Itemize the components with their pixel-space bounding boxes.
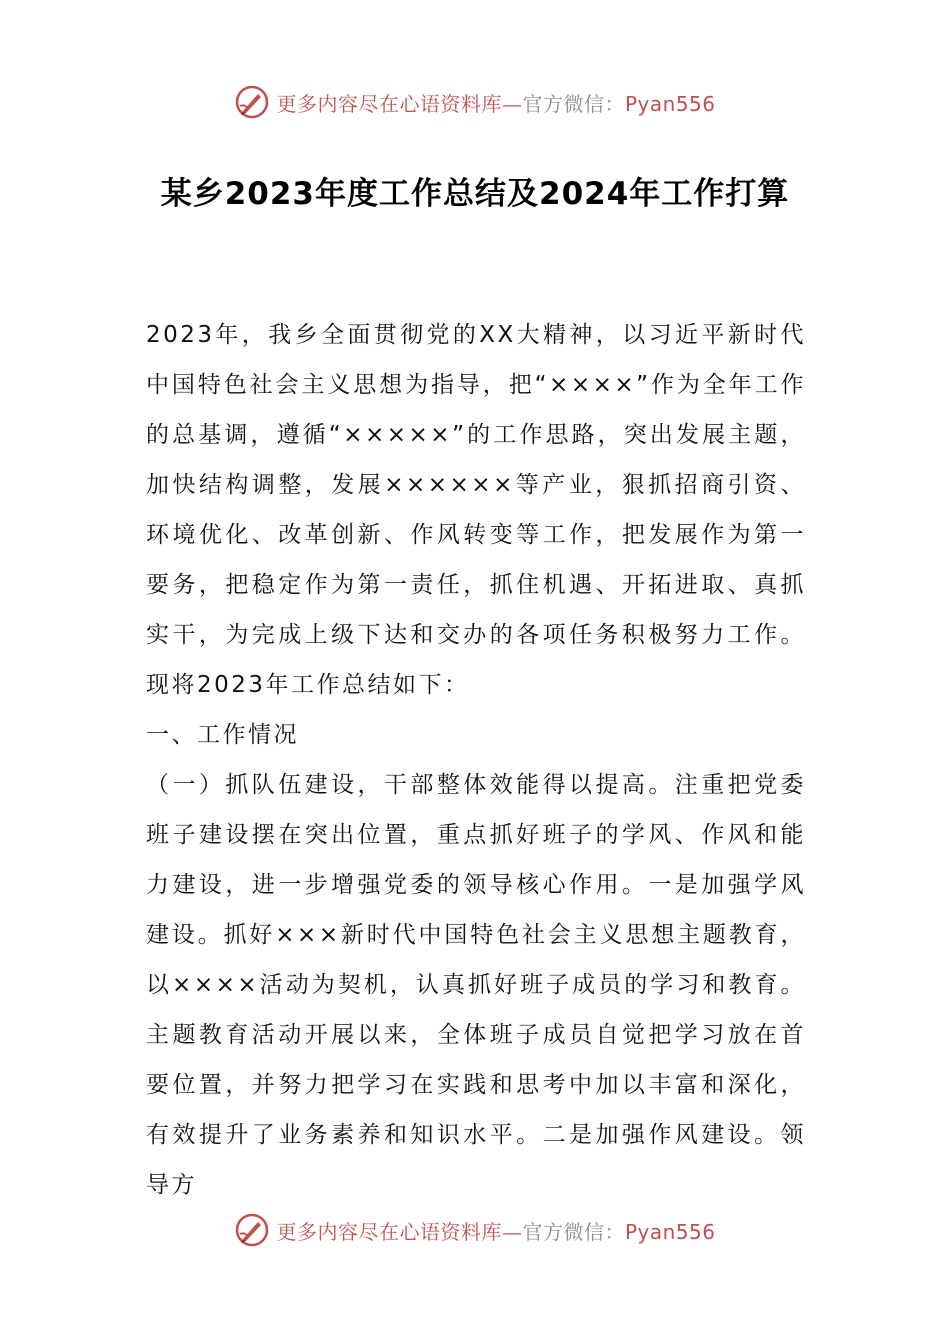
paragraph-team-building: （一）抓队伍建设，干部整体效能得以提高。注重把党委班子建设摆在突出位置，重点抓好班子的学风、作风和能力建设，进一步增强党委的领导核心作用。一是加强学风建设。抓好×××新时代中国特色社会主义思想主题教育，以××××活动为契机，认真抓好班子成员的学习和教育。主题教育活动开展以来，全体班子成员自觉把学习放在首要位置，并努力把学习在实践和思考中加以丰富和深化，有效提升了业务素养和知识水平。二是加强作风建设。领导方	[146, 772, 806, 1198]
watermark-header	[0, 82, 950, 122]
paragraph-intro: 2023年，我乡全面贯彻党的XX大精神，以习近平新时代中国特色社会主义思想为指导，把“××××”作为全年工作的总基调，遵循“×××××”的工作思路，突出发展主题，加快结构调整，发展××××××等产业，狠抓招商引资、环境优化、改革创新、作风转变等工作，把发展作为第一要务，把稳定作为第一责任，抓住机遇、开拓进取、真抓实干，为完成上级下达和交办的各项任务积极努力工作。现将2023年工作总结如下：	[146, 322, 806, 698]
pen-logo-icon	[234, 84, 270, 120]
watermark-footer	[0, 1210, 950, 1250]
pen-logo-icon	[234, 1212, 270, 1248]
document-body	[146, 310, 806, 1210]
section-heading: 一、工作情况	[146, 722, 299, 748]
document-title: 某乡2023年度工作总结及2024年工作打算	[160, 176, 790, 212]
watermark-text: 更多内容尽在心语资料库—官方微信：Pyan556	[276, 91, 716, 116]
watermark-text: 更多内容尽在心语资料库—官方微信：Pyan556	[276, 1219, 716, 1244]
